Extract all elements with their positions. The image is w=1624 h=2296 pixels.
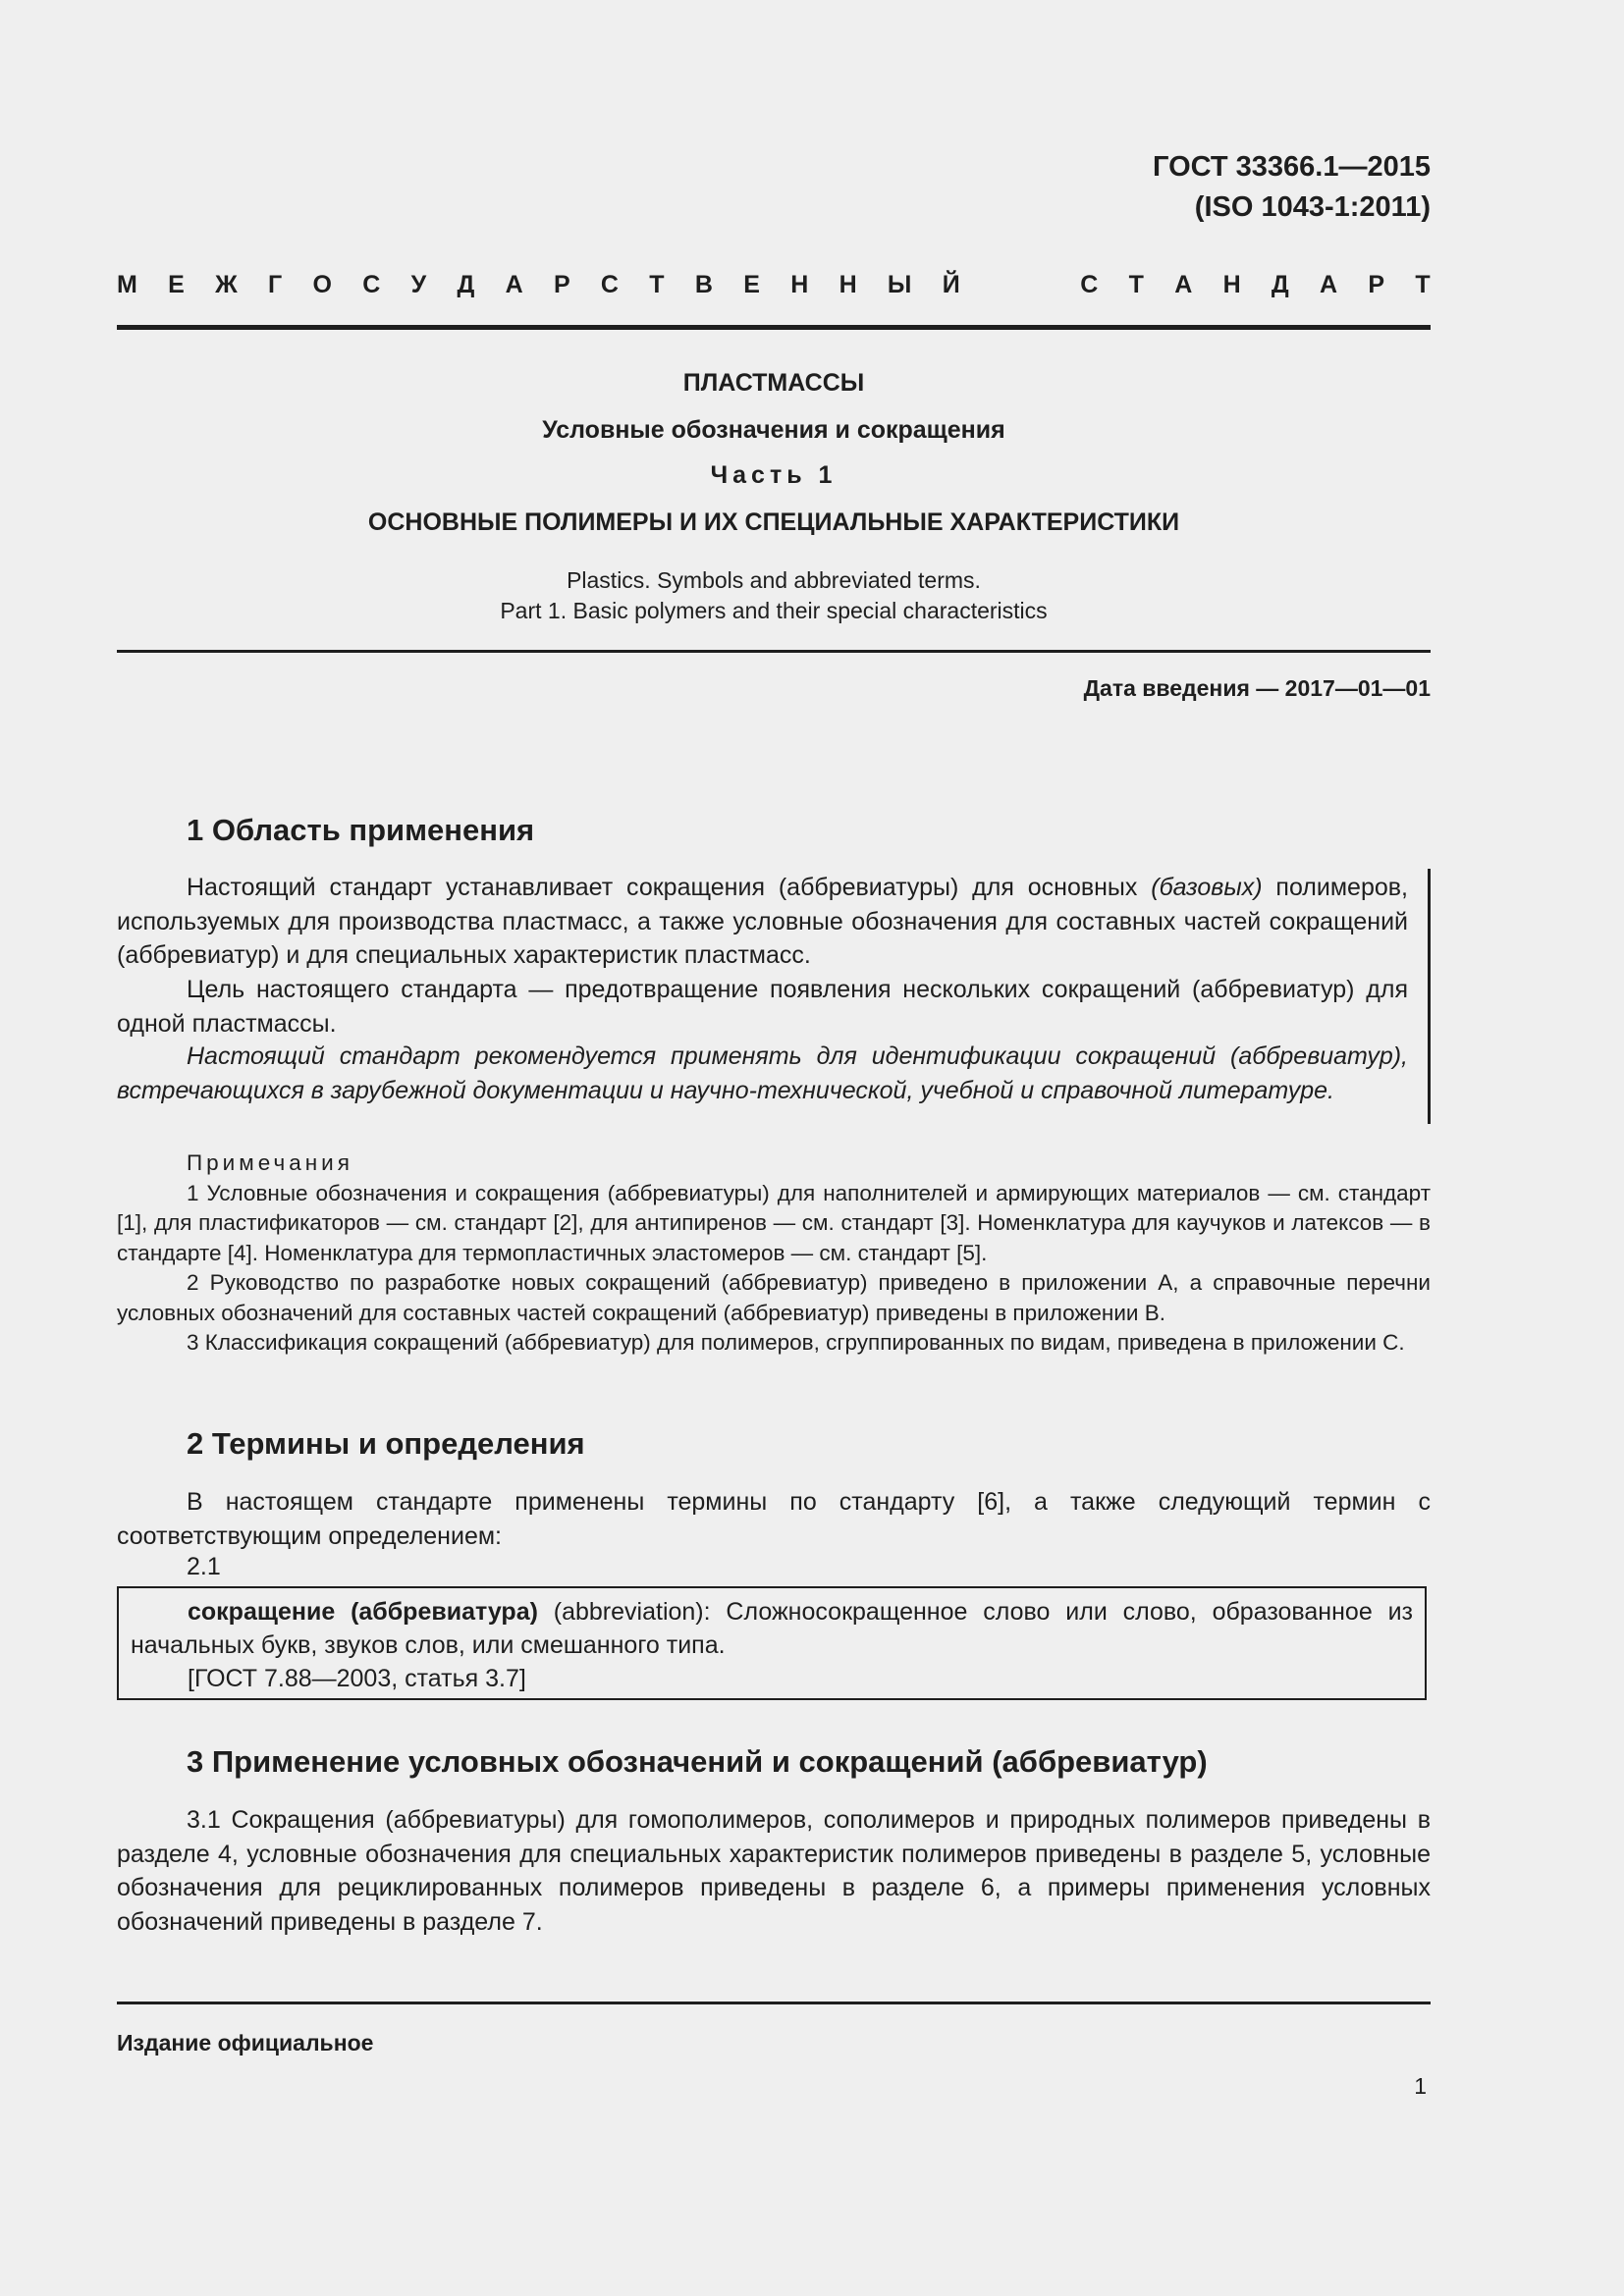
note-item: 2 Руководство по разработке новых сокращений (аббревиатур) приведено в приложении А, а справочные перечни условных обозначений для составных частей сокращений (аббревиатур) приведены в приложении В. (117, 1270, 1431, 1325)
header-rule (117, 325, 1431, 330)
section1-p1-text-c: полимеров, используемых для производства пластмасс, а также условные обозначения для составных частей сокращений (аббревиатур) и для специальных характеристик пластмасс. (117, 874, 1408, 969)
section1-p1-text-a: Настоящий стандарт устанавливает сокращения (аббревиатуры) для основных (187, 874, 1152, 901)
banner-letter: А (1320, 271, 1338, 298)
term-description: (abbreviation): Сложносокращенное слово или слово, образованное из начальных букв, звуков слов, или смешанного типа. (131, 1598, 1413, 1659)
term-definition (131, 1595, 1413, 1662)
footer-rule (117, 2002, 1431, 2004)
banner-letter: Н (1222, 271, 1241, 298)
official-edition-label: Издание официальное (117, 2030, 374, 2056)
section1-p1-italic: (базовых) (1151, 874, 1263, 901)
title-rule (117, 650, 1431, 653)
section1-heading: 1 Область применения (187, 813, 535, 847)
banner-letter: Е (743, 271, 760, 298)
banner-word-gap (991, 271, 1050, 299)
page-number: 1 (1414, 2073, 1427, 2099)
section1-paragraph1 (117, 871, 1408, 973)
banner-letter: Н (839, 271, 857, 298)
banner-letter: С (600, 271, 619, 298)
banner-letter: О (312, 271, 332, 298)
banner-letter: А (1174, 271, 1193, 298)
banner-letter: Ж (215, 271, 238, 298)
note-item: 3 Классификация сокращений (аббревиатур) для полимеров, сгруппированных по видам, приведена в приложении С. (187, 1330, 1405, 1355)
banner-letter: Н (790, 271, 809, 298)
introduction-date: Дата введения — 2017—01—01 (1083, 675, 1431, 701)
section3-heading: 3 Применение условных обозначений и сокращений (аббревиатур) (187, 1744, 1208, 1779)
term-definition-box (117, 1586, 1427, 1700)
notes-heading: Примечания (187, 1150, 353, 1175)
banner-letter: Р (553, 271, 570, 298)
change-bar (1428, 869, 1431, 1124)
banner-letter: С (1080, 271, 1099, 298)
banner-letter: Т (1128, 271, 1144, 298)
banner-letter: В (694, 271, 713, 298)
title-part-name: ОСНОВНЫЕ ПОЛИМЕРЫ И ИХ СПЕЦИАЛЬНЫЕ ХАРАКТЕРИСТИКИ (367, 508, 1180, 536)
banner-letter: М (117, 271, 137, 298)
section2-heading: 2 Термины и определения (187, 1426, 585, 1461)
section1-paragraph2: Цель настоящего стандарта — предотвращение появления нескольких сокращений (аббревиатур) для одной пластмассы. (117, 976, 1408, 1038)
banner-letter: Т (649, 271, 665, 298)
banner-letter: Е (168, 271, 185, 298)
banner-letter: Г (268, 271, 283, 298)
banner-letter: А (505, 271, 523, 298)
term-reference: [ГОСТ 7.88—2003, статья 3.7] (188, 1665, 526, 1692)
title-main: ПЛАСТМАССЫ (682, 369, 865, 397)
banner-letter: Й (942, 271, 960, 298)
title-sub: Условные обозначения и сокращения (542, 416, 1005, 444)
interstate-standard-banner (117, 271, 1431, 299)
section2-intro: В настоящем стандарте применены термины по стандарту [6], а также следующий термин с соответствующим определением: (117, 1488, 1431, 1550)
note-item: 1 Условные обозначения и сокращения (аббревиатуры) для наполнителей и армирующих материалов — см. стандарт [1], для пластификаторов — см. стандарт [2], для антипиренов — см. стандарт [3]. Номенклатура для каучуков и латексов — в стандарте [4]. Номенклатура для термопластичных эластомеров — см. стандарт [5]. (117, 1180, 1431, 1265)
section3-paragraph1: 3.1 Сокращения (аббревиатуры) для гомополимеров, сополимеров и природных полимеров приведены в разделе 4, условные обозначения для специальных характеристик полимеров приведены в разделе 5, условные обозначения для рециклированных полимеров приведены в разделе 6, а примеры применения условных обозначений приведены в разделе 7. (117, 1806, 1431, 1936)
banner-letter: Д (457, 271, 475, 298)
banner-letter: Д (1271, 271, 1289, 298)
banner-letter: Ы (887, 271, 912, 298)
title-english-line2: Part 1. Basic polymers and their special characteristics (500, 598, 1048, 623)
iso-number: (ISO 1043-1:2011) (1194, 191, 1431, 223)
title-english-line1: Plastics. Symbols and abbreviated terms. (567, 567, 981, 593)
standard-designation (1153, 147, 1431, 228)
banner-letter: Т (1415, 271, 1431, 298)
gost-number: ГОСТ 33366.1—2015 (1153, 151, 1431, 183)
section1-paragraph3: Настоящий стандарт рекомендуется применять для идентификации сокращений (аббревиатур), встречающихся в зарубежной документации и научно-технической, учебной и справочной литературе. (117, 1042, 1408, 1104)
notes-block (117, 1148, 1431, 1359)
banner-letter: Р (1368, 271, 1385, 298)
term-name: сокращение (аббревиатура) (188, 1598, 538, 1626)
banner-letter: С (362, 271, 381, 298)
banner-letter: У (410, 271, 427, 298)
title-part: Часть 1 (710, 461, 838, 489)
term-number: 2.1 (187, 1553, 221, 1580)
